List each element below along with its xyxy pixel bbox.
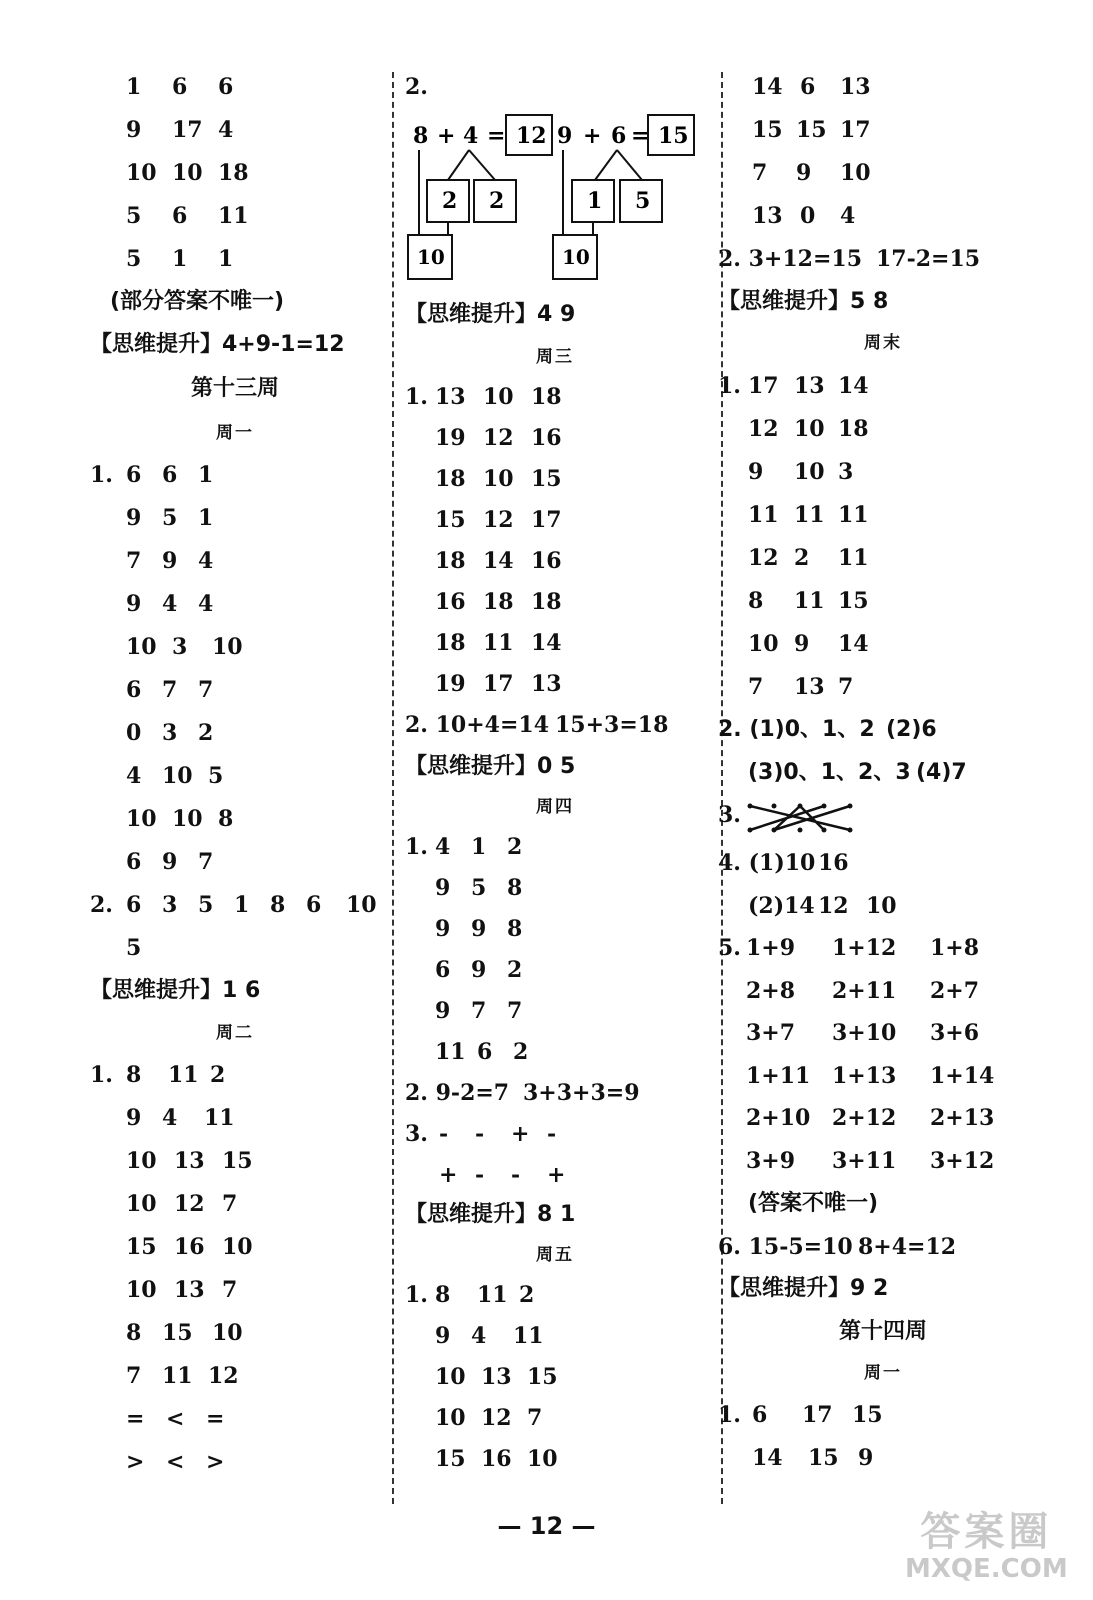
split-value: 2 <box>489 188 505 214</box>
answer-row: 10 10 18 <box>126 160 249 186</box>
answer-row: 5 1 1 <box>126 246 234 272</box>
answer-row: 3. - - + - <box>405 1121 557 1147</box>
thinking-answer: 【思维提升】8 1 <box>405 1202 576 1227</box>
plus-sign: + <box>437 123 456 149</box>
answer-row: 1. 8 11 2 <box>405 1282 535 1308</box>
equals-sign: = <box>487 123 506 149</box>
answer-row: 14 15 9 <box>752 1445 874 1471</box>
answer-row: 7 9 10 <box>752 160 871 186</box>
answer-row: 14 6 13 <box>752 74 871 100</box>
answer-row: 1. 17 13 14 <box>718 373 869 399</box>
note-text: (部分答案不唯一) <box>110 289 285 314</box>
answer-row: 10 12 7 <box>126 1191 238 1217</box>
column-divider-left <box>392 72 394 1504</box>
site-watermark <box>905 1510 1068 1584</box>
answer-row: 7 9 4 <box>126 548 214 574</box>
answer-row: + - - + <box>439 1162 566 1188</box>
answer-row: 12 10 18 <box>748 416 869 442</box>
answer-row: 4. (1)10 16 <box>718 850 849 876</box>
addend-a: 9 <box>557 123 573 149</box>
answer-row: 9 17 4 <box>126 117 234 143</box>
answer-row: = < = <box>126 1406 225 1432</box>
answer-row: 9 10 3 <box>748 459 854 485</box>
answer-row: 11 6 2 <box>435 1039 529 1065</box>
answer-row: 9 4 4 <box>126 591 214 617</box>
answer-row: 3+9 3+11 3+12 <box>746 1148 995 1174</box>
day-heading: 周一 <box>864 1363 902 1383</box>
answer-row: 1 6 6 <box>126 74 234 100</box>
answer-row: 18 11 14 <box>435 630 562 656</box>
answer-row: 6. 15-5=10 8+4=12 <box>718 1234 957 1260</box>
note-text: (答案不唯一) <box>748 1191 879 1216</box>
answer-row: 15 16 10 <box>126 1234 253 1260</box>
plus-sign: + <box>583 123 602 149</box>
answer-row: (2)14 12 10 <box>748 893 897 919</box>
split-value: 1 <box>587 188 603 214</box>
matching-lines <box>744 798 874 838</box>
answer-row: 1. 4 1 2 <box>405 834 523 860</box>
answer-row: 1+11 1+13 1+14 <box>746 1063 995 1089</box>
answer-row: 19 12 16 <box>435 425 562 451</box>
equals-sign: = <box>631 123 650 149</box>
answer-row: 1. 8 11 2 <box>90 1062 226 1088</box>
answer-row: 2+10 2+12 2+13 <box>746 1105 995 1131</box>
ten-value: 10 <box>562 245 590 269</box>
page-number: — 12 — <box>497 1512 596 1540</box>
split-value: 5 <box>635 188 651 214</box>
day-heading: 周五 <box>536 1245 574 1265</box>
answer-row: 9 4 11 <box>126 1105 235 1131</box>
addend-b: 6 <box>611 123 627 149</box>
answer-row: 2+8 2+11 2+7 <box>746 978 980 1004</box>
answer-row: 15 12 17 <box>435 507 562 533</box>
day-heading: 周二 <box>216 1023 254 1043</box>
answer-row: 2. (1)0、1、2 (2)6 <box>718 717 937 742</box>
answer-row: 10 9 14 <box>748 631 869 657</box>
answer-row: 5 6 11 <box>126 203 249 229</box>
answer-row: 18 10 15 <box>435 466 562 492</box>
answer-row: 15 15 17 <box>752 117 871 143</box>
answer-row: 6 9 7 <box>126 849 214 875</box>
answer-row: 8 11 15 <box>748 588 869 614</box>
answer-row: 15 16 10 <box>435 1446 558 1472</box>
make-ten-left <box>408 115 552 279</box>
answer-row: 19 17 13 <box>435 671 562 697</box>
addend-b: 4 <box>463 123 479 149</box>
make-ten-right <box>553 115 694 279</box>
answer-row: 6 9 2 <box>435 957 523 983</box>
thinking-answer: 【思维提升】9 2 <box>718 1276 889 1301</box>
answer-row: 6 7 7 <box>126 677 214 703</box>
answer-row: 2. 3+12=15 17-2=15 <box>718 246 981 272</box>
answer-row: 5 <box>126 935 142 961</box>
day-heading: 周末 <box>864 333 902 353</box>
split-value: 2 <box>442 188 458 214</box>
answer-row: 10 10 8 <box>126 806 234 832</box>
day-heading: 周一 <box>216 423 254 443</box>
result-value: 15 <box>658 123 689 149</box>
watermark-url: MXQE.COM <box>905 1554 1068 1584</box>
answer-row: 10 12 7 <box>435 1405 543 1431</box>
make-ten-diagram <box>405 110 705 300</box>
answer-row: 4 10 5 <box>126 763 224 789</box>
answer-row: 11 11 11 <box>748 502 869 528</box>
ten-value: 10 <box>417 245 445 269</box>
answer-row: 13 0 4 <box>752 203 856 229</box>
answer-row: (3)0、1、2、3 (4)7 <box>748 760 967 785</box>
week-title: 第十三周 <box>190 376 279 401</box>
answer-row: 9 5 8 <box>435 875 523 901</box>
result-value: 12 <box>516 123 547 149</box>
answer-row: 9 7 7 <box>435 998 523 1024</box>
thinking-answer: 【思维提升】4 9 <box>405 302 576 327</box>
answer-row: 0 3 2 <box>126 720 214 746</box>
thinking-answer: 【思维提升】0 5 <box>405 754 576 779</box>
answer-row: 10 13 15 <box>126 1148 253 1174</box>
answer-row: 1. 6 17 15 <box>718 1402 883 1428</box>
week-title: 第十四周 <box>838 1319 927 1344</box>
addend-a: 8 <box>413 123 429 149</box>
answer-row: 18 14 16 <box>435 548 562 574</box>
answer-row: 5. 1+9 1+12 1+8 <box>718 935 980 961</box>
question-label: 2. <box>405 74 428 100</box>
answer-row: 2. 10+4=14 15+3=18 <box>405 712 669 738</box>
answer-row: 10 13 7 <box>126 1277 238 1303</box>
answer-row: 7 11 12 <box>126 1363 239 1389</box>
thinking-answer: 【思维提升】4+9-1=12 <box>90 332 345 357</box>
answer-row: 2. 6 3 5 1 8 6 10 <box>90 892 377 918</box>
day-heading: 周四 <box>536 797 574 817</box>
answer-row: 10 3 10 <box>126 634 243 660</box>
answer-row: 7 13 7 <box>748 674 854 700</box>
answer-row: 1. 13 10 18 <box>405 384 562 410</box>
answer-row: 10 13 15 <box>435 1364 558 1390</box>
day-heading: 周三 <box>536 347 574 367</box>
answer-row: 16 18 18 <box>435 589 562 615</box>
answer-row: 1. 6 6 1 <box>90 462 214 488</box>
answer-row: 9 5 1 <box>126 505 214 531</box>
answer-row: 8 15 10 <box>126 1320 243 1346</box>
answer-row: 9 9 8 <box>435 916 523 942</box>
watermark-logo-text: 答案圈 <box>920 1509 1053 1555</box>
answer-row: 2. 9-2=7 3+3+3=9 <box>405 1080 640 1106</box>
answer-row: > < > <box>126 1449 225 1475</box>
answer-row: 12 2 11 <box>748 545 869 571</box>
answer-row: 3. <box>718 802 741 828</box>
answer-row: 9 4 11 <box>435 1323 544 1349</box>
thinking-answer: 【思维提升】1 6 <box>90 978 261 1003</box>
answer-row: 3+7 3+10 3+6 <box>746 1020 980 1046</box>
thinking-answer: 【思维提升】5 8 <box>718 289 889 314</box>
